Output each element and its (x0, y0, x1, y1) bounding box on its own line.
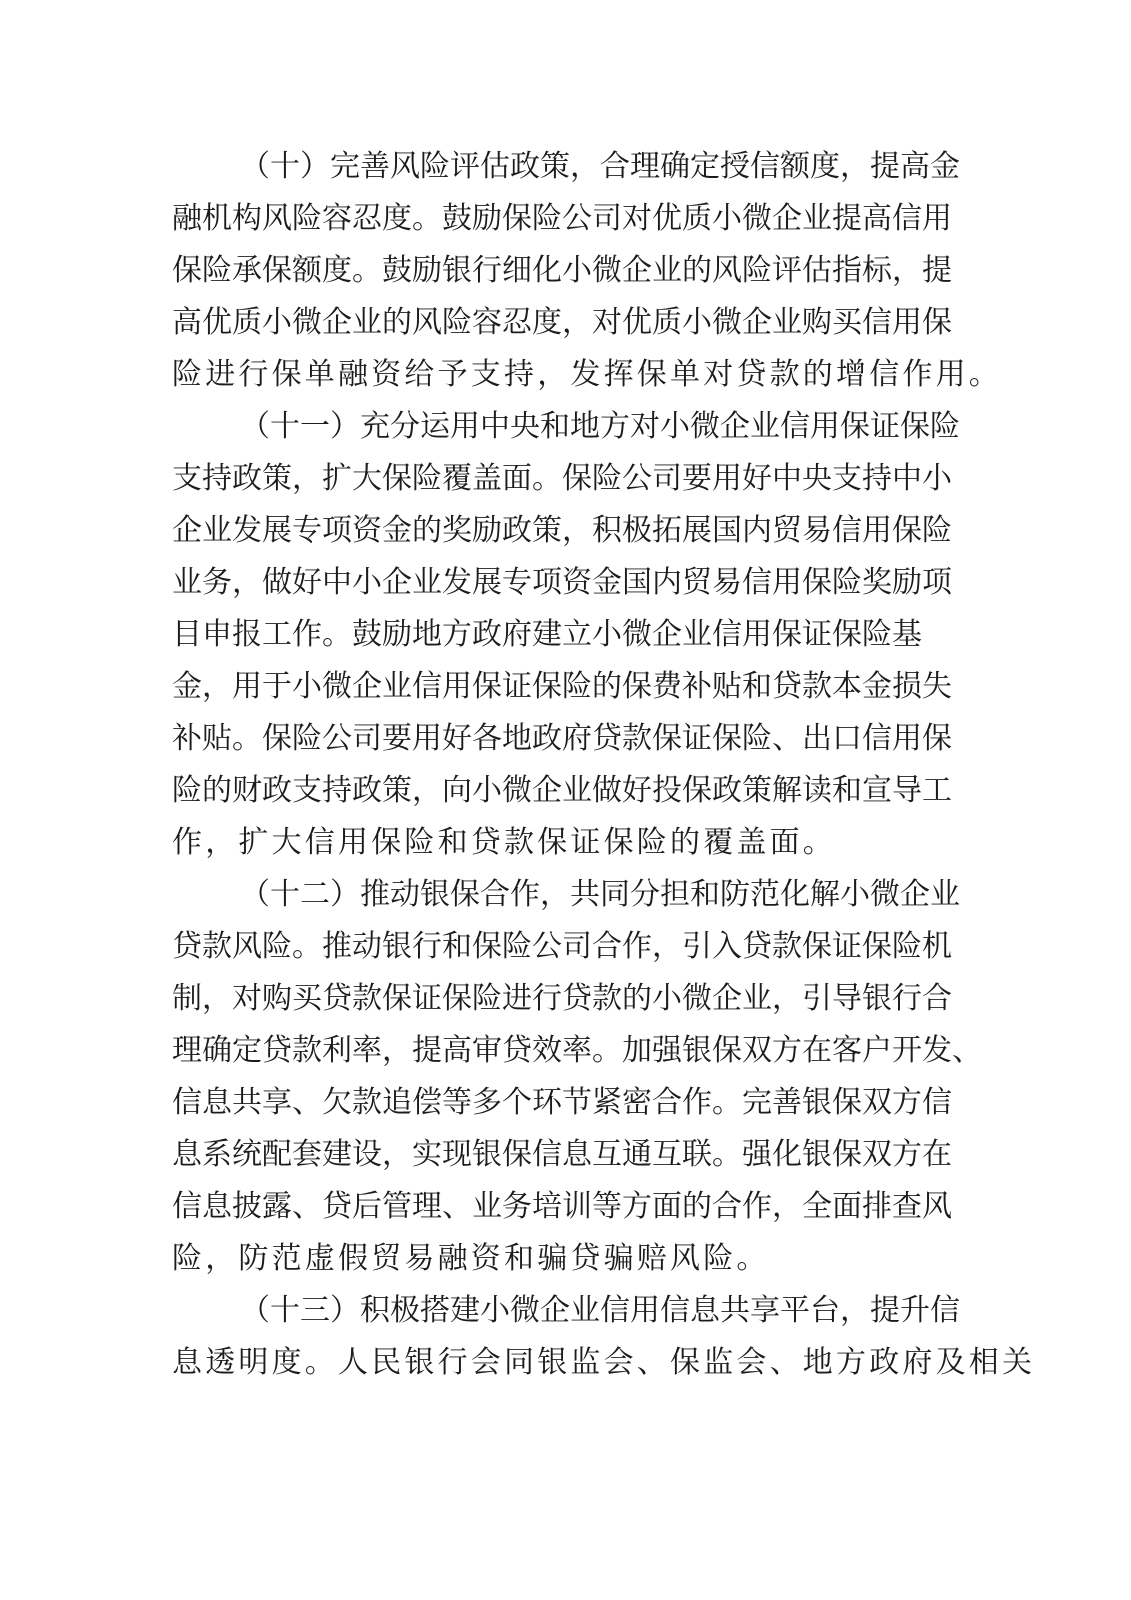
text-line: 信息披露、贷后管理、业务培训等方面的合作，全面排查风 (172, 1189, 952, 1224)
text-line: 目申报工作。鼓励地方政府建立小微企业信用保证保险基 (172, 617, 922, 652)
text-line: 金，用于小微企业信用保证保险的保费补贴和贷款本金损失 (172, 669, 952, 704)
text-line: 补贴。保险公司要用好各地政府贷款保证保险、出口信用保 (172, 721, 952, 756)
text-line: 险进行保单融资给予支持，发挥保单对贷款的增信作用。 (172, 357, 1002, 392)
text-line: 理确定贷款利率，提高审贷效率。加强银保双方在客户开发、 (172, 1033, 982, 1068)
text-line: 作，扩大信用保险和贷款保证保险的覆盖面。 (172, 825, 836, 860)
text-line: 息透明度。人民银行会同银监会、保监会、地方政府及相关 (172, 1345, 1036, 1380)
text-line: 贷款风险。推动银行和保险公司合作，引入贷款保证保险机 (172, 929, 952, 964)
text-line: （十）完善风险评估政策，合理确定授信额度，提高金 (240, 149, 960, 184)
text-line: 融机构风险容忍度。鼓励保险公司对优质小微企业提高信用 (172, 201, 952, 236)
text-line: 业务，做好中小企业发展专项资金国内贸易信用保险奖励项 (172, 565, 952, 600)
text-line: （十二）推动银保合作，共同分担和防范化解小微企业 (240, 877, 960, 912)
text-line: 支持政策，扩大保险覆盖面。保险公司要用好中央支持中小 (172, 461, 952, 496)
text-line: 险的财政支持政策，向小微企业做好投保政策解读和宣导工 (172, 773, 952, 808)
text-line: 险，防范虚假贸易融资和骗贷骗赔风险。 (172, 1241, 770, 1276)
text-line: 企业发展专项资金的奖励政策，积极拓展国内贸易信用保险 (172, 513, 952, 548)
text-line: 高优质小微企业的风险容忍度，对优质小微企业购买信用保 (172, 305, 952, 340)
text-line: （十三）积极搭建小微企业信用信息共享平台，提升信 (240, 1293, 960, 1328)
text-line: 信息共享、欠款追偿等多个环节紧密合作。完善银保双方信 (172, 1085, 952, 1120)
text-line: （十一）充分运用中央和地方对小微企业信用保证保险 (240, 409, 960, 444)
text-line: 息系统配套建设，实现银保信息互通互联。强化银保双方在 (172, 1137, 952, 1172)
text-line: 制，对购买贷款保证保险进行贷款的小微企业，引导银行合 (172, 981, 952, 1016)
text-line: 保险承保额度。鼓励银行细化小微企业的风险评估指标，提 (172, 253, 952, 288)
